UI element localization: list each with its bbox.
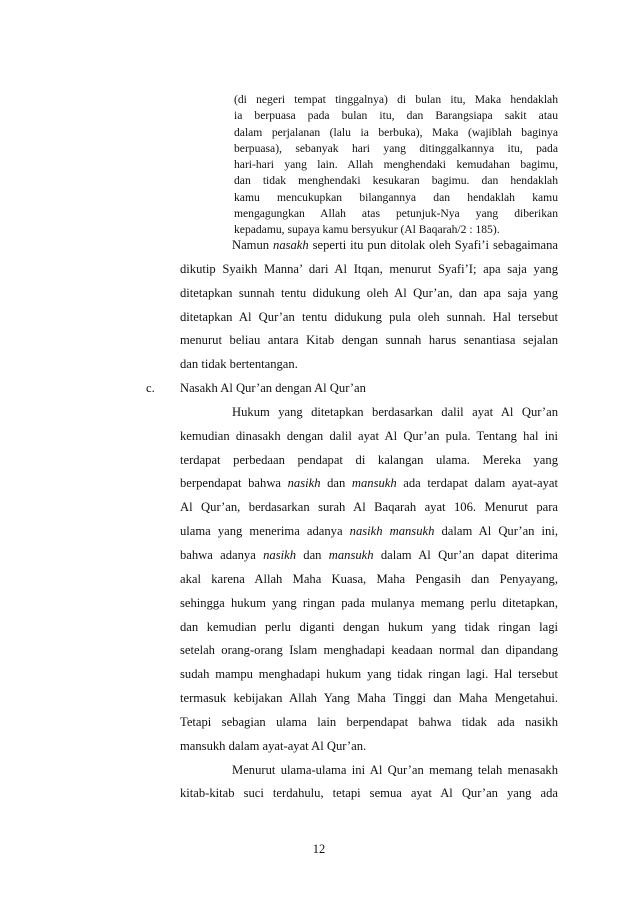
paragraph-line: ditetapkan Al Qur’an tentu didukung pula oleh sunnah. Hal tersebut (180, 309, 558, 324)
section-heading: Nasakh Al Qur’an dengan Al Qur’an (180, 381, 366, 396)
paragraph-line: sudah mampu menghadapi hukum yang tidak ringan lagi. Hal tersebut (180, 667, 558, 682)
paragraph-line: mansukh dalam ayat-ayat Al Qur’an. (180, 738, 367, 753)
paragraph-line: dikutip Syaikh Manna’ dari Al Itqan, menurut Syafi’I; apa saja yang (180, 261, 558, 276)
paragraph-line: terdapat perbedaan pendapat di kalangan ulama. Mereka yang (180, 452, 558, 467)
paragraph-line: berpendapat bahwa nasikh dan mansukh ada terdapat dalam ayat-ayat (180, 476, 559, 491)
paragraph-nasakh-sunnah (180, 234, 558, 377)
paragraph-nasakh-quran (180, 401, 558, 759)
quote-line: ia berpuasa pada bulan itu, dan Barangsiapa sakit atau (234, 109, 558, 123)
quote-line: hari-hari yang lain. Allah menghendaki kemudahan bagimu, (234, 158, 558, 172)
list-marker: c. (146, 381, 155, 396)
paragraph-line: Menurut ulama-ulama ini Al Qur’an memang telah menasakh (232, 762, 558, 777)
emphasis-term: nasakh (273, 238, 309, 252)
quote-line: mengagungkan Allah atas petunjuk-Nya yang diberikan (234, 207, 558, 221)
paragraph-line: bahwa adanya nasikh dan mansukh dalam Al Qur’an dapat diterima (180, 547, 559, 562)
paragraph-line: ulama yang menerima adanya nasikh mansukh dalam Al Qur’an ini, (180, 524, 559, 539)
emphasis-term: mansukh (351, 476, 397, 491)
body-text (146, 234, 559, 806)
paragraph-ulama-view (180, 759, 558, 807)
paragraph-line: Al Qur’an, berdasarkan surah Al Baqarah ayat 106. Menurut para (180, 500, 558, 515)
emphasis-term: nasikh (263, 547, 296, 562)
quote-line: dalam perjalanan (lalu ia berbuka), Maka (wajiblah baginya (234, 125, 558, 139)
quote-line: dan tidak menghendaki kesukaran bagimu. dan hendaklah (234, 174, 558, 188)
quran-quote-block (234, 92, 558, 239)
paragraph-line: ditetapkan sunnah tentu didukung oleh Al Qur’an, dan apa saja yang (180, 285, 558, 300)
section-c (146, 377, 558, 401)
paragraph-line: kitab-kitab suci terdahulu, tetapi semua ayat Al Qur’an yang ada (180, 786, 558, 801)
emphasis-term: mansukh (328, 547, 374, 562)
quote-line: berpuasa), sebanyak hari yang ditinggalkannya itu, pada (234, 141, 558, 155)
paragraph-line: termasuk kebijakan Allah Yang Maha Tinggi dan Maha Mengetahui. (180, 691, 558, 706)
paragraph-line: Namun nasakh seperti itu pun ditolak oleh Syafi’i sebagaimana (232, 238, 558, 252)
page-number: 12 (312, 842, 326, 856)
paragraph-line: Hukum yang ditetapkan berdasarkan dalil ayat Al Qur’an (232, 404, 558, 419)
paragraph-line: dan kemudian perlu diganti dengan hukum yang tidak ringan lagi (180, 619, 558, 634)
quote-line: (di negeri tempat tinggalnya) di bulan itu, Maka hendaklah (234, 93, 558, 106)
paragraph-line: akal karena Allah Maha Kuasa, Maha Pengasih dan Penyayang, (180, 571, 558, 586)
paragraph-line: dan tidak bertentangan. (180, 357, 298, 372)
emphasis-term: nasikh (287, 476, 321, 491)
paragraph-line: setelah orang-orang Islam menghadapi keadaan normal dan dipandang (180, 643, 558, 658)
quote-line: kepadamu, supaya kamu bersyukur (Al Baqarah/2 : 185). (234, 223, 500, 237)
paragraph-line: menurut beliau antara Kitab dengan sunnah harus senantiasa sejalan (180, 333, 558, 348)
quote-line: kamu mencukupkan bilangannya dan hendaklah kamu (234, 190, 558, 204)
emphasis-term: nasikh mansukh (349, 524, 435, 539)
paragraph-line: sehingga hukum yang ringan pada mulanya memang perlu ditetapkan, (180, 595, 558, 610)
paragraph-line: kemudian dinasakh dengan dalil ayat Al Qur’an pula. Tentang hal ini (180, 428, 558, 443)
paragraph-line: Tetapi sebagian ulama lain berpendapat bahwa tidak ada nasikh (180, 714, 558, 729)
